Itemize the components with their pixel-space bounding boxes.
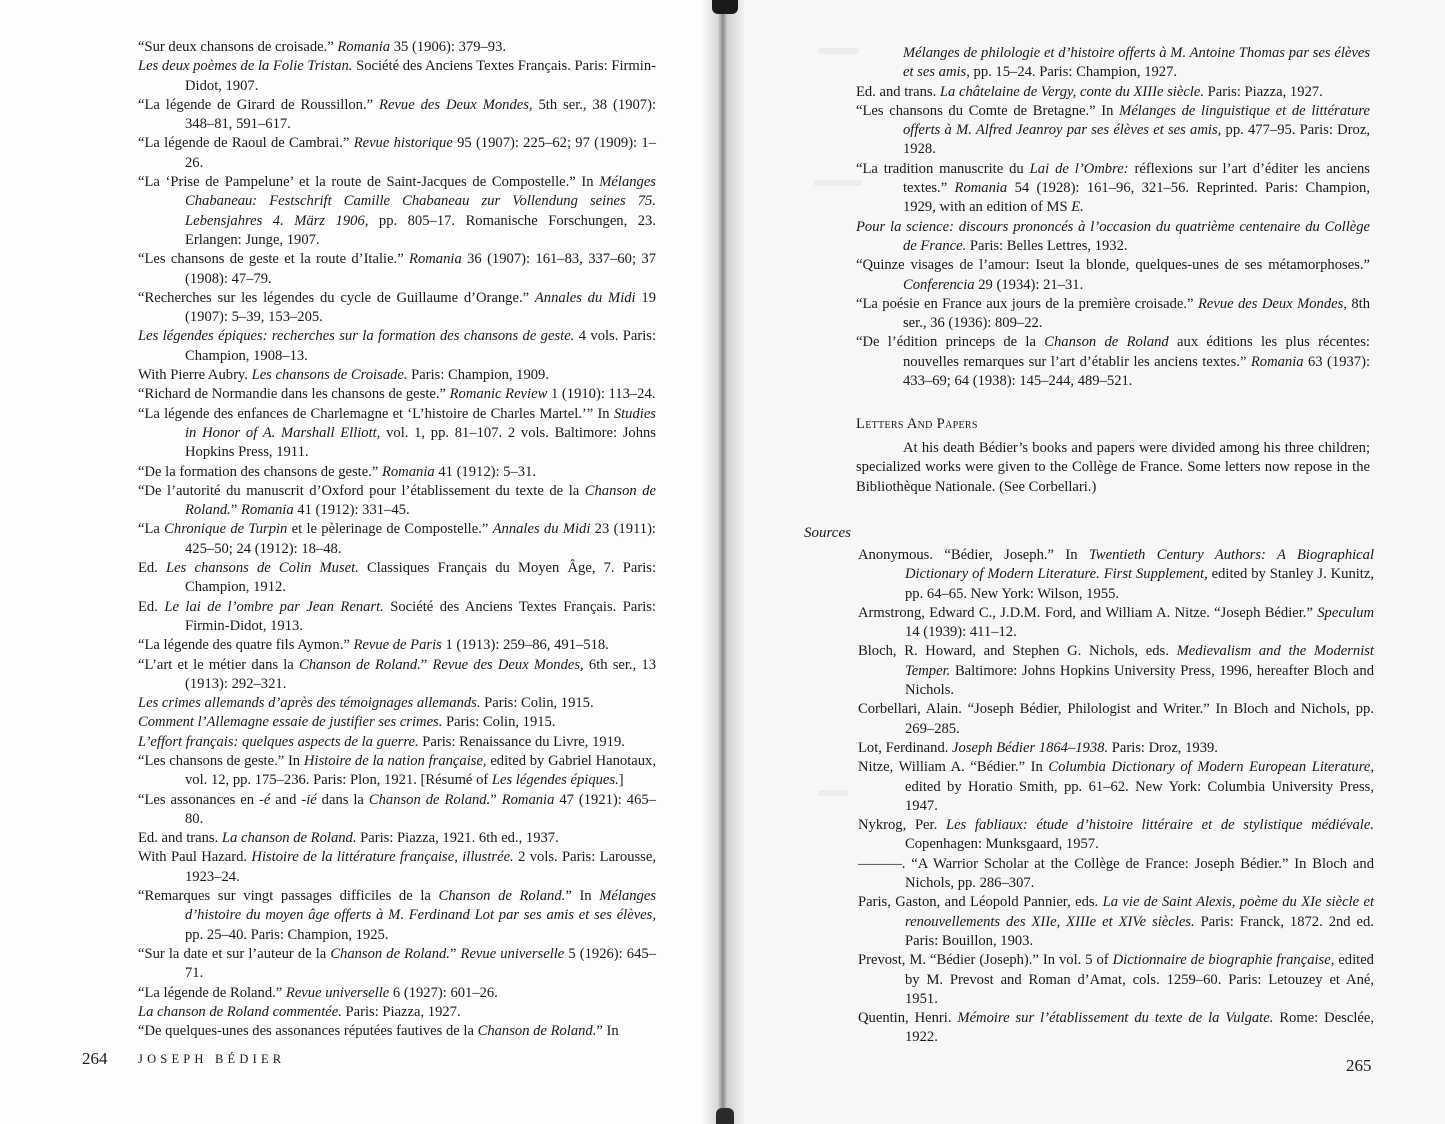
bibliography-entry: Anonymous. “Bédier, Joseph.” In Twentieth Century Authors: A Biographical Dictionary of Modern Literature. First Supplement, edited by Stanley J. Kunitz, pp. 64–65. New York: Wilson, 1955. bbox=[858, 547, 1375, 602]
bibliography-entry: Ed. and trans. La chanson de Roland. Paris: Piazza, 1921. 6th ed., 1937. bbox=[138, 830, 559, 847]
sources-heading: Sources bbox=[804, 525, 851, 541]
bibliography-entry: With Pierre Aubry. Les chansons de Croisade. Paris: Champion, 1909. bbox=[138, 367, 549, 384]
bibliography-entry: “De quelques-unes des assonances réputées fautives de la Chanson de Roland.” In bbox=[138, 1023, 619, 1040]
bibliography-entry: Ed. Le lai de l’ombre par Jean Renart. Société des Anciens Textes Français. Paris: Firmin-Didot, 1913. bbox=[138, 598, 656, 634]
bibliography-entry: Les deux poèmes de la Folie Tristan. Société des Anciens Textes Français. Paris: Firmin-Didot, 1907. bbox=[138, 58, 656, 94]
continued-entry: Mélanges de philologie et d’histoire offerts à M. Antoine Thomas par ses élèves et ses amis, pp. 15–24. Paris: Champion, 1927. bbox=[903, 45, 1370, 81]
left-page bbox=[0, 0, 722, 1124]
bibliography-entry: Les crimes allemands d’après des témoignages allemands. Paris: Colin, 1915. bbox=[138, 695, 594, 712]
bibliography-entry: Ed. Les chansons de Colin Muset. Classiques Français du Moyen Âge, 7. Paris: Champion, 1912. bbox=[138, 560, 656, 596]
bibliography-entry: “La ‘Prise de Pampelune’ et la route de Saint-Jacques de Compostelle.” In Mélanges Chabaneau: Festschrift Camille Chabaneau zur Vollendung seines 75. Lebensjahres 4. März 1906, pp. 805–17. Romanische Forschungen, 23. Erlangen: Junge, 1907. bbox=[138, 174, 656, 248]
letters-paragraph: At his death Bédier’s books and papers were divided among his three children; specialized works were given to the Collège de France. Some letters now repose in the Bibliothèque Nationale. (See Corbellari.) bbox=[856, 440, 1370, 495]
page-number-right: 265 bbox=[1346, 1056, 1372, 1075]
bibliography-entry: “De la formation des chansons de geste.” Romania 41 (1912): 5–31. bbox=[138, 463, 537, 480]
bibliography-entry: “La légende de Raoul de Cambrai.” Revue historique 95 (1907): 225–62; 97 (1909): 1–26. bbox=[138, 135, 656, 171]
bibliography-entry: “Sur la date et sur l’auteur de la Chanson de Roland.” Revue universelle 5 (1926): 645–71. bbox=[138, 945, 656, 982]
bibliography-entry: Comment l’Allemagne essaie de justifier ses crimes. Paris: Colin, 1915. bbox=[138, 714, 556, 731]
bibliography-entry: Quentin, Henri. Mémoire sur l’établissement du texte de la Vulgate. Rome: Desclée, 1922. bbox=[858, 1010, 1374, 1046]
bibliography-entry: ———. “A Warrior Scholar at the Collège de France: Joseph Bédier.” In Bloch and Nichols, pp. 286–307. bbox=[858, 855, 1374, 892]
bibliography-entry: “La légende de Roland.” Revue universelle 6 (1927): 601–26. bbox=[138, 984, 498, 1001]
page-number-left: 264 bbox=[82, 1049, 108, 1068]
bibliography-entry: “Sur deux chansons de croisade.” Romania 35 (1906): 379–93. bbox=[138, 39, 507, 55]
letters-heading: Letters And Papers bbox=[856, 416, 978, 432]
sources-list bbox=[858, 546, 1374, 1048]
binding-shadow-top bbox=[712, 0, 738, 14]
bibliography-entry: “La légende de Girard de Roussillon.” Revue des Deux Mondes, 5th ser., 38 (1907): 348–81, 591–617. bbox=[138, 96, 656, 133]
bibliography-entry: Paris, Gaston, and Léopold Pannier, eds. La vie de Saint Alexis, poème du XIe siècle et renouvellements des XIIe, XIIIe et XIVe siècles. Paris: Franck, 1872. 2nd ed. Paris: Bouillon, 1903. bbox=[858, 894, 1375, 949]
bibliography-list-right bbox=[856, 44, 1370, 391]
bibliography-entry: Armstrong, Edward C., J.D.M. Ford, and William A. Nitze. “Joseph Bédier.” Speculum 14 (1939): 411–12. bbox=[858, 604, 1374, 641]
book-gutter bbox=[700, 0, 744, 1124]
bibliography-list-left bbox=[138, 38, 656, 1041]
bibliography-entry: Prevost, M. “Bédier (Joseph).” In vol. 5 of Dictionnaire de biographie française, edited by M. Prevost and Roman d’Amat, cols. 1259–60. Paris: Letouzey et Ané, 1951. bbox=[858, 952, 1374, 1007]
bibliography-entry: “De l’autorité du manuscrit d’Oxford pour l’établissement du texte de la Chanson de Roland.” Romania 41 (1912): 331–45. bbox=[138, 482, 656, 519]
bibliography-entry: “Les chansons du Comte de Bretagne.” In Mélanges de linguistique et de littérature offerts à M. Alfred Jeanroy par ses élèves et ses amis, pp. 477–95. Paris: Droz, 1928. bbox=[856, 102, 1370, 158]
bibliography-entry: With Paul Hazard. Histoire de la littérature française, illustrée. 2 vols. Paris: Larousse, 1923–24. bbox=[138, 849, 656, 885]
bibliography-entry: L’effort français: quelques aspects de la guerre. Paris: Renaissance du Livre, 1919. bbox=[138, 733, 625, 750]
bibliography-entry: “Recherches sur les légendes du cycle de Guillaume d’Orange.” Annales du Midi 19 (1907): 5–39, 153–205. bbox=[138, 289, 657, 326]
bibliography-entry: “Remarques sur vingt passages difficiles de la Chanson de Roland.” In Mélanges d’histoire du moyen âge offerts à M. Ferdinand Lot par ses amis et ses élèves, pp. 25–40. Paris: Champion, 1925. bbox=[138, 888, 657, 943]
bibliography-entry: “Les assonances en -é and -ié dans la Chanson de Roland.” Romania 47 (1921): 465–80. bbox=[138, 791, 656, 827]
bibliography-entry: La chanson de Roland commentée. Paris: Piazza, 1927. bbox=[138, 1003, 461, 1020]
bibliography-entry: Corbellari, Alain. “Joseph Bédier, Philologist and Writer.” In Bloch and Nichols, pp. 269–285. bbox=[858, 701, 1374, 737]
bibliography-entry: “La légende des quatre fils Aymon.” Revue de Paris 1 (1913): 259–86, 491–518. bbox=[138, 637, 609, 654]
bibliography-entry: “La Chronique de Turpin et le pèlerinage de Compostelle.” Annales du Midi 23 (1911): 425–50; 24 (1912): 18–48. bbox=[138, 521, 656, 557]
binding-shadow-bottom bbox=[716, 1108, 734, 1124]
bibliography-entry: “Les chansons de geste et la route d’Italie.” Romania 36 (1907): 161–83, 337–60; 37 (1908): 47–79. bbox=[138, 251, 656, 287]
bibliography-entry: Bloch, R. Howard, and Stephen G. Nichols, eds. Medievalism and the Modernist Temper. Baltimore: Johns Hopkins University Press, 1996, hereafter Bloch and Nichols. bbox=[858, 643, 1374, 699]
bibliography-entry: “Les chansons de geste.” In Histoire de la nation française, edited by Gabriel Hanotaux, vol. 12, pp. 175–236. Paris: Plon, 1921. [Résumé of Les légendes épiques.] bbox=[138, 752, 656, 789]
bibliography-entry: Nitze, William A. “Bédier.” In Columbia Dictionary of Modern European Literature, edited by Horatio Smith, pp. 61–62. New York: Columbia University Press, 1947. bbox=[858, 759, 1374, 814]
bibliography-entry: “La poésie en France aux jours de la première croisade.” Revue des Deux Mondes, 8th ser., 36 (1936): 809–22. bbox=[856, 295, 1371, 332]
bibliography-entry: Lot, Ferdinand. Joseph Bédier 1864–1938. Paris: Droz, 1939. bbox=[858, 739, 1218, 756]
bibliography-entry: Nykrog, Per. Les fabliaux: étude d’histoire littéraire et de stylistique médiévale. Copenhagen: Munksgaard, 1957. bbox=[858, 817, 1374, 853]
bibliography-entry: “Quinze visages de l’amour: Iseut la blonde, quelques-unes de ses métamorphoses.” Conferencia 29 (1934): 21–31. bbox=[856, 257, 1370, 293]
bibliography-entry: Ed. and trans. La châtelaine de Vergy, conte du XIIIe siècle. Paris: Piazza, 1927. bbox=[856, 83, 1323, 100]
bibliography-entry: Pour la science: discours prononcés à l’occasion du quatrième centenaire du Collège de France. Paris: Belles Lettres, 1932. bbox=[856, 218, 1370, 254]
bibliography-entry: “La tradition manuscrite du Lai de l’Ombre: réflexions sur l’art d’éditer les anciens textes.” Romania 54 (1928): 161–96, 321–56. Reprinted. Paris: Champion, 1929, with an edition of MS E. bbox=[856, 160, 1370, 216]
bibliography-entry: “L’art et le métier dans la Chanson de Roland.” Revue des Deux Mondes, 6th ser., 13 (1913): 292–321. bbox=[138, 656, 656, 692]
bibliography-entry: “De l’édition princeps de la Chanson de Roland aux éditions les plus récentes: nouvelles remarques sur l’art d’établir les anciens textes.” Romania 63 (1937): 433–69; 64 (1938): 145–244, 489–521. bbox=[856, 334, 1370, 390]
bibliography-entry: “Richard de Normandie dans les chansons de geste.” Romanic Review 1 (1910): 113–24. bbox=[138, 386, 656, 403]
running-head: JOSEPH BÉDIER bbox=[138, 1052, 286, 1066]
bibliography-entry: “La légende des enfances de Charlemagne et ‘L’histoire de Charles Martel.’” In Studies in Honor of A. Marshall Elliott, vol. 1, pp. 81–107. 2 vols. Baltimore: Johns Hopkins Press, 1911. bbox=[138, 405, 656, 461]
bibliography-entry: Les légendes épiques: recherches sur la formation des chansons de geste. 4 vols. Paris: Champion, 1908–13. bbox=[138, 328, 656, 364]
